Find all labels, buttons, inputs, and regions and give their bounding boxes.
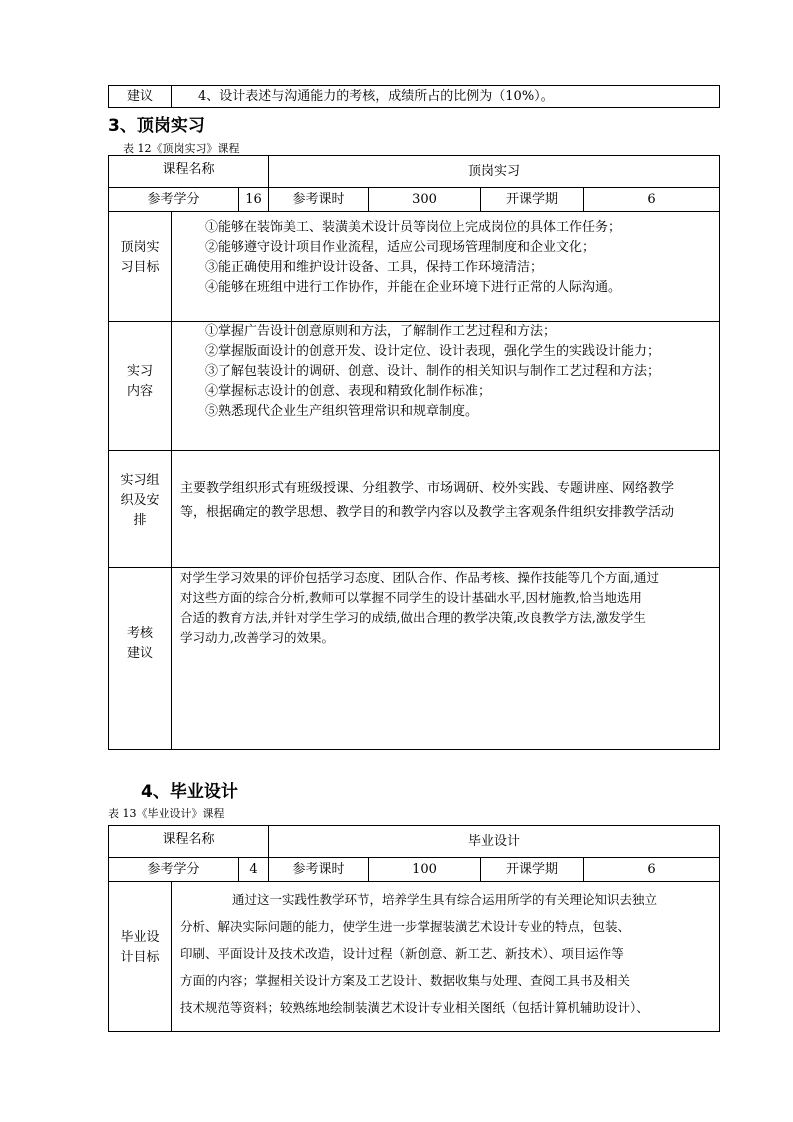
hours-value: 100 bbox=[369, 858, 481, 882]
graduation-design-table bbox=[108, 825, 720, 1032]
semester-value: 6 bbox=[584, 858, 720, 882]
content-item: ④掌握标志设计的创意、表现和精致化制作标准； bbox=[205, 384, 492, 399]
assessment-item-4: 4、设计表述与沟通能力的考核，成绩所占的比例为（10%）。 bbox=[172, 86, 720, 108]
goal-item: ①能够在装饰美工、装潢美术设计员等岗位上完成岗位的具体工作任务； bbox=[205, 220, 622, 235]
content-item: ①掌握广告设计创意原则和方法，了解制作工艺过程和方法； bbox=[205, 324, 557, 339]
organization-label: 实习组 织及安 排 bbox=[109, 451, 172, 568]
credit-value: 16 bbox=[239, 188, 269, 212]
course-name-label: 课程名称 bbox=[109, 826, 269, 858]
goal-item: ②能够遵守设计项目作业流程，适应公司现场管理制度和企业文化； bbox=[205, 240, 596, 255]
hours-label: 参考课时 bbox=[269, 188, 369, 212]
content-label: 实习 内容 bbox=[109, 322, 172, 451]
content-item: ②掌握版面设计的创意开发、设计定位、设计表现，强化学生的实践设计能力； bbox=[205, 344, 661, 359]
semester-label: 开课学期 bbox=[481, 188, 584, 212]
graduation-goal-label: 毕业设 计目标 bbox=[109, 882, 172, 1032]
goal-item: ④能够在班组中进行工作协作，并能在企业环境下进行正常的人际沟通。 bbox=[205, 280, 622, 295]
section-heading-graduation-design: 4、毕业设计 bbox=[141, 782, 238, 802]
credit-label: 参考学分 bbox=[109, 188, 239, 212]
hours-label: 参考课时 bbox=[269, 858, 369, 882]
table-caption-13: 表 13《毕业设计》课程 bbox=[108, 807, 225, 820]
semester-label: 开课学期 bbox=[481, 858, 584, 882]
content-list bbox=[172, 322, 720, 451]
organization-text: 主要教学组织形式有班级授课、分组教学、市场调研、校外实践、专题讲座、网络教学 等，根据确定的教学思想、教学目的和教学内容以及教学主客观条件组织安排教学活动 bbox=[172, 451, 720, 568]
assessment-text: 对学生学习效果的评价包括学习态度、团队合作、作品考核、操作技能等几个方面,通过 对这些方面的综合分析,教师可以掌握不同学生的设计基础水平,因材施教,恰当地选用 合适的教育方法,并针对学生学习的成绩,做出合理的教学决策,改良教学方法,激发学生 学习动力,改善学习的效果。 bbox=[172, 568, 720, 750]
row-label-suggestion: 建议 bbox=[109, 86, 172, 108]
content-item: ③了解包装设计的调研、创意、设计、制作的相关知识与制作工艺过程和方法； bbox=[205, 364, 661, 379]
goal-list bbox=[172, 212, 720, 322]
course-name-value: 顶岗实习 bbox=[269, 156, 720, 188]
internship-course-table bbox=[108, 155, 720, 750]
course-name-label: 课程名称 bbox=[109, 156, 269, 188]
assessment-label: 考核 建议 bbox=[109, 568, 172, 750]
section-heading-internship: 3、顶岗实习 bbox=[108, 116, 205, 136]
content-item: ⑤熟悉现代企业生产组织管理常识和规章制度。 bbox=[205, 404, 479, 419]
credit-label: 参考学分 bbox=[109, 858, 239, 882]
table-caption-12: 表 12《顶岗实习》课程 bbox=[123, 142, 240, 155]
goal-label: 顶岗实 习目标 bbox=[109, 212, 172, 322]
goal-item: ③能正确使用和维护设计设备、工具，保持工作环境清洁； bbox=[205, 260, 544, 275]
graduation-goal-text: 通过这一实践性教学环节，培养学生具有综合运用所学的有关理论知识去独立 分析、解决实际问题的能力，使学生进一步掌握装潢艺术设计专业的特点，包装、 印刷、平面设计及技术改造，设计过程（新创意、新工艺、新技术）、项目运作等 方面的内容；掌握相关设计方案及工艺设计、数据收集与处理、查阅工具书及相关 技术规范等资料；较熟练地绘制装潢艺术设计专业相关图纸（包括计算机辅助设计）、 bbox=[172, 882, 720, 1032]
course-name-value: 毕业设计 bbox=[269, 826, 720, 858]
hours-value: 300 bbox=[369, 188, 481, 212]
semester-value: 6 bbox=[584, 188, 720, 212]
credit-value: 4 bbox=[239, 858, 269, 882]
previous-table-tail bbox=[108, 85, 720, 108]
